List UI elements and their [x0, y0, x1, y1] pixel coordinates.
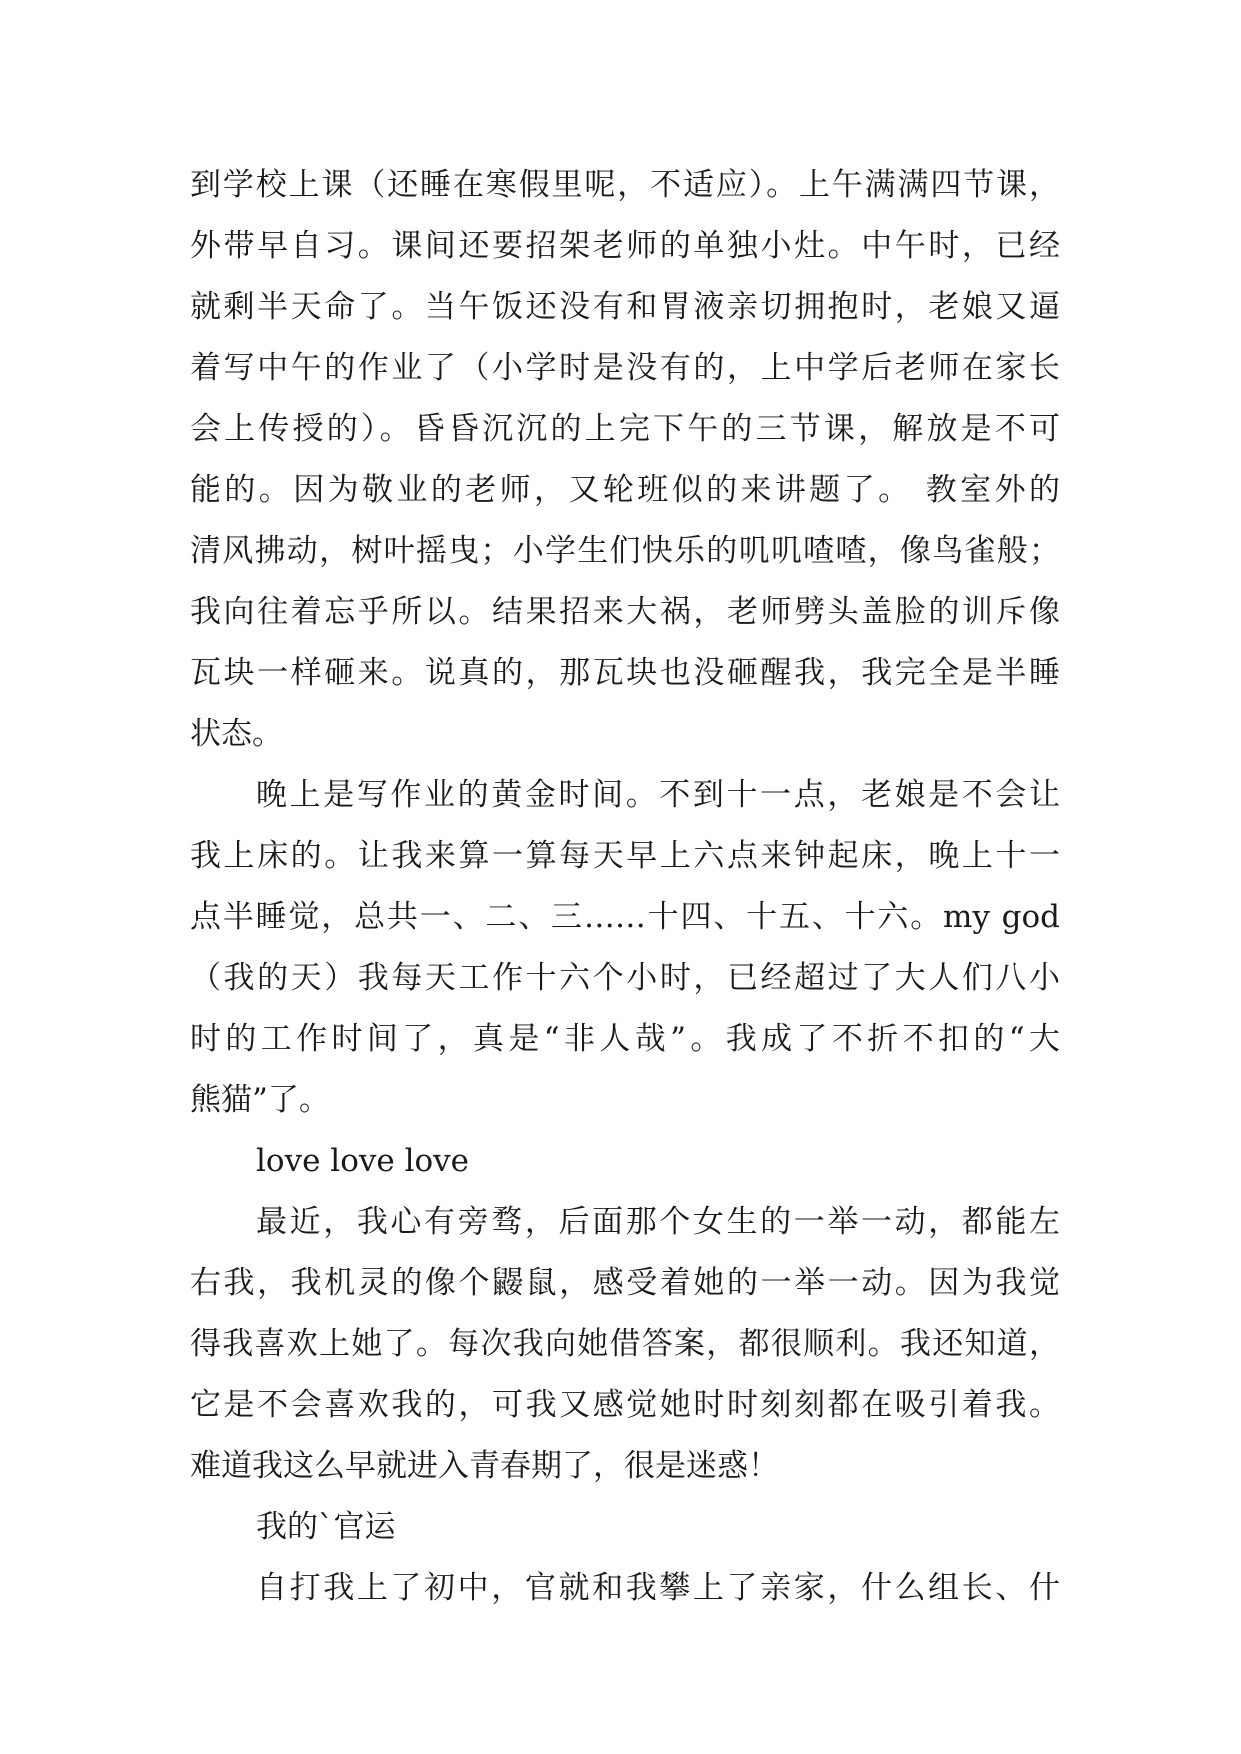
text-line: 自打我上了初中，官就和我攀上了亲家，什么组长、什 — [256, 1570, 1060, 1606]
text-line: 我向往着忘乎所以。结果招来大祸，老师劈头盖脸的训斥像 — [190, 594, 1060, 630]
text-line: 能的。因为敬业的老师，又轮班似的来讲题了。 教室外的 — [190, 472, 1060, 508]
text-line: 我上床的。让我来算一算每天早上六点来钟起床，晚上十一 — [190, 838, 1060, 874]
text-line: 点半睡觉，总共一、二、三……十四、十五、十六。my god — [190, 899, 1060, 935]
text-line: love love love — [256, 1143, 470, 1179]
text-line: 时的工作时间了，真是“非人哉”。我成了不折不扣的“大 — [190, 1021, 1060, 1057]
text-line: 最近，我心有旁骛，后面那个女生的一举一动，都能左 — [256, 1204, 1060, 1240]
text-line: 它是不会喜欢我的，可我又感觉她时时刻刻都在吸引着我。 — [190, 1387, 1060, 1423]
text-line: 熊猫”了。 — [190, 1082, 330, 1118]
text-line: 会上传授的）。昏昏沉沉的上完下午的三节课，解放是不可 — [190, 411, 1060, 447]
text-line: 着写中午的作业了（小学时是没有的，上中学后老师在家长 — [190, 350, 1060, 386]
text-line: 清风拂动，树叶摇曳；小学生们快乐的叽叽喳喳，像鸟雀般； — [190, 533, 1060, 569]
text-line: 得我喜欢上她了。每次我向她借答案，都很顺利。我还知道， — [190, 1326, 1060, 1362]
text-line: 右我，我机灵的像个鼹鼠，感受着她的一举一动。因为我觉 — [190, 1265, 1060, 1301]
text-line: 我的`官运 — [256, 1509, 396, 1545]
text-line: 瓦块一样砸来。说真的，那瓦块也没砸醒我，我完全是半睡 — [190, 655, 1060, 691]
text-line: 就剩半天命了。当午饭还没有和胃液亲切拥抱时，老娘又逼 — [190, 289, 1060, 325]
text-line: 晚上是写作业的黄金时间。不到十一点，老娘是不会让 — [256, 777, 1060, 813]
text-line: 难道我这么早就进入青春期了，很是迷惑！ — [190, 1448, 779, 1484]
text-line: （我的天）我每天工作十六个小时，已经超过了大人们八小 — [190, 960, 1060, 996]
text-line: 到学校上课（还睡在寒假里呢，不适应）。上午满满四节课， — [190, 167, 1060, 203]
text-line: 外带早自习。课间还要招架老师的单独小灶。中午时，已经 — [190, 228, 1060, 264]
text-line: 状态。 — [190, 716, 283, 752]
essay-text — [190, 155, 1060, 1619]
